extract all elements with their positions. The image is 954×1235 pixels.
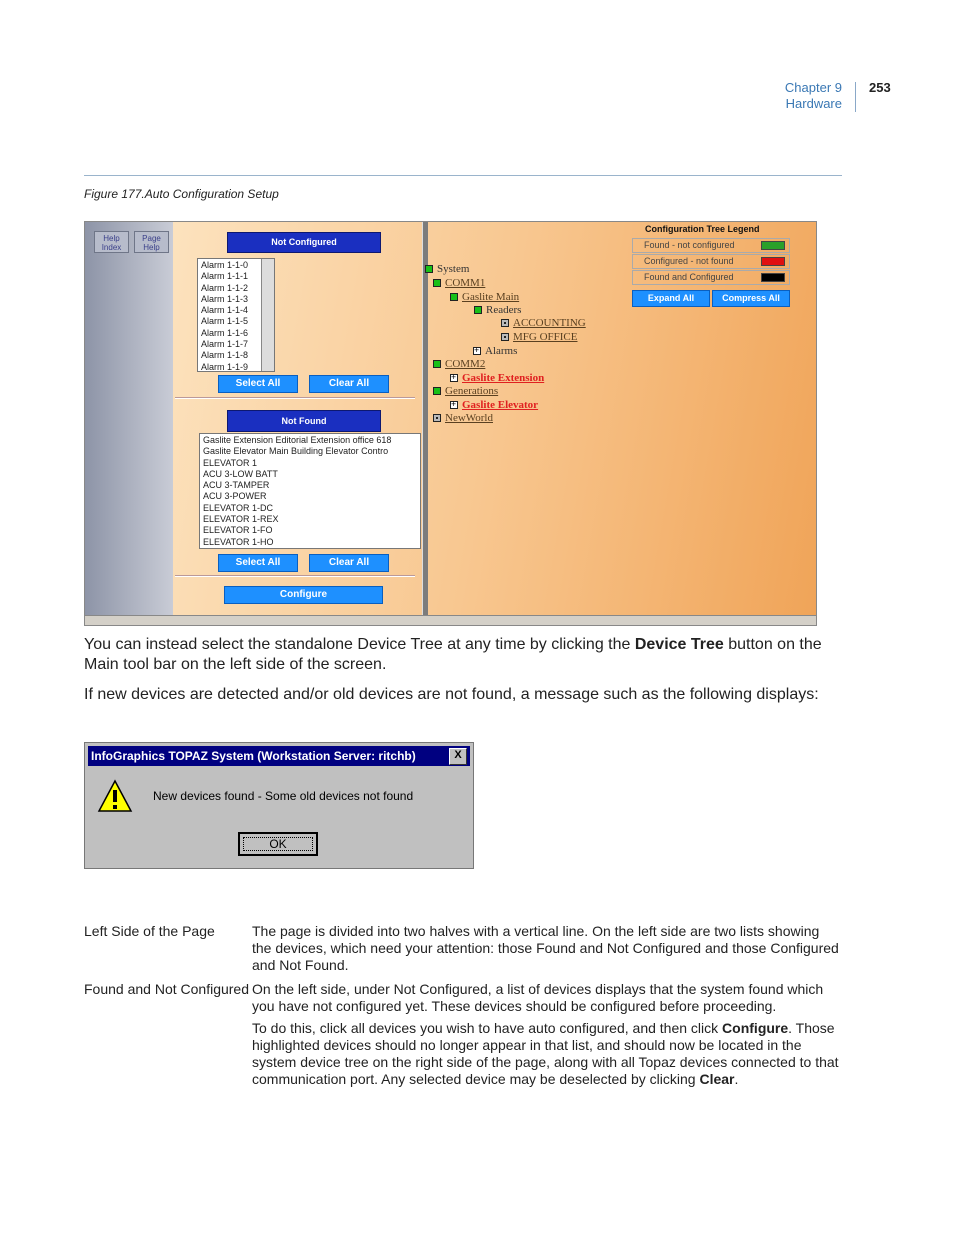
status-square-icon: [433, 387, 441, 395]
header-divider: [855, 82, 856, 112]
auto-configuration-screenshot: [84, 221, 817, 626]
compress-all-button[interactable]: Compress All: [712, 290, 790, 307]
figure-caption: Figure 177.Auto Configuration Setup: [84, 187, 279, 201]
list-item[interactable]: Alarm 1-1-4: [201, 305, 249, 316]
tree-node-accounting[interactable]: ACCOUNTING: [501, 317, 586, 329]
expand-plus-icon[interactable]: [473, 347, 481, 355]
list-item[interactable]: Alarm 1-1-3: [201, 293, 249, 304]
status-square-icon: [474, 306, 482, 314]
list-item[interactable]: Alarm 1-1-8: [201, 350, 249, 361]
legend-swatch-red: [761, 257, 785, 266]
warning-icon: [97, 779, 133, 813]
status-square-icon: [425, 265, 433, 273]
legend-label: Found and Configured: [644, 272, 734, 282]
section-divider: [175, 575, 415, 577]
section-divider: [175, 397, 415, 399]
device-tree-term: Device Tree: [634, 636, 724, 653]
list-item[interactable]: ELEVATOR 1: [203, 457, 258, 468]
def-left-side: The page is divided into two halves with a vertical line. On the left side are two lists showing the devices, which need your attention: those Found and Not Configured and those Configured and Not Found.: [252, 923, 839, 973]
dialog-message: New devices found - Some old devices not found: [153, 789, 414, 803]
term-left-side: Left Side of the Page: [84, 923, 215, 939]
list-item[interactable]: ELEVATOR 1-FO: [203, 525, 273, 536]
list-item[interactable]: Alarm 1-1-5: [201, 316, 249, 327]
select-all-button-2[interactable]: Select All: [218, 554, 298, 572]
term-found-not-configured: Found and Not Configured: [84, 981, 249, 997]
vertical-splitter[interactable]: [422, 222, 428, 615]
list-item[interactable]: ACU 3-TAMPER: [203, 480, 270, 491]
legend-swatch-green: [761, 241, 785, 250]
list-item[interactable]: Alarm 1-1-7: [201, 339, 249, 350]
legend-swatch-black: [761, 273, 785, 282]
legend-row: [632, 270, 790, 285]
list-item[interactable]: Alarm 1-1-1: [201, 271, 249, 282]
status-square-icon: [433, 360, 441, 368]
paragraph-device-tree: You can instead select the standalone Device Tree at any time by clicking the Device Tree button on the Main tool bar on the left side of the screen.: [84, 636, 822, 673]
ok-label: OK: [269, 837, 287, 851]
expand-plus-icon[interactable]: [450, 401, 458, 409]
page-number: 253: [869, 80, 891, 95]
status-square-icon: [433, 414, 441, 422]
dialog-title: InfoGraphics TOPAZ System (Workstation Server: ritchb): [91, 749, 416, 763]
tree-node-readers[interactable]: Readers: [474, 304, 521, 316]
chapter-label: Chapter 9: [784, 80, 842, 95]
list-item[interactable]: Alarm 1-1-2: [201, 282, 249, 293]
page-help-button[interactable]: Page Help: [134, 231, 169, 253]
tree-node-newworld[interactable]: NewWorld: [433, 412, 493, 424]
list-item[interactable]: Alarm 1-1-6: [201, 327, 249, 338]
status-square-icon: [501, 319, 509, 327]
list-item[interactable]: ACU 3-POWER: [203, 491, 267, 502]
tree-node-gaslite-extension[interactable]: +Gaslite Extension: [450, 372, 544, 384]
list-scrollbar[interactable]: [261, 259, 274, 371]
def-configure-instructions: To do this, click all devices you wish to have auto configured, and then click Configure. Those highlighted devices should no longer appear in that list, and should now be located in the system device tree on the right side of the page, along with all Topaz devices connected to that communication port. Any selected device may be deselected by clicking Clear.: [252, 1020, 839, 1087]
not-configured-header: Not Configured: [227, 232, 381, 253]
help-index-button[interactable]: Help Index: [94, 231, 129, 253]
tree-node-mfg-office[interactable]: MFG OFFICE: [501, 331, 578, 343]
close-icon[interactable]: X: [449, 748, 467, 765]
select-all-button[interactable]: Select All: [218, 375, 298, 393]
list-item[interactable]: Alarm 1-1-0: [201, 260, 249, 270]
paragraph-message: If new devices are detected and/or old devices are not found, a message such as the following displays:: [84, 686, 819, 703]
legend-title: Configuration Tree Legend: [645, 224, 760, 234]
not-configured-list[interactable]: [197, 258, 275, 372]
section-label: Hardware: [785, 96, 842, 111]
list-item[interactable]: Alarm 1-1-9: [201, 361, 249, 372]
legend-row: [632, 254, 790, 269]
legend-row: [632, 238, 790, 253]
tree-node-gaslite-main[interactable]: Gaslite Main: [450, 291, 519, 303]
tree-node-comm2[interactable]: COMM2: [433, 358, 485, 370]
list-item[interactable]: Gaslite Extension Editorial Extension office 618: [203, 435, 392, 445]
list-item[interactable]: Gaslite Elevator Main Building Elevator Contro: [203, 446, 389, 457]
list-item[interactable]: ACU 3-LOW BATT: [203, 468, 278, 479]
list-item[interactable]: ELEVATOR 1-REX: [203, 514, 279, 525]
left-toolbar: [85, 222, 173, 615]
not-found-header: Not Found: [227, 410, 381, 432]
status-square-icon: [501, 333, 509, 341]
tree-node-alarms[interactable]: +Alarms: [473, 345, 517, 357]
horizontal-scrollbar[interactable]: [85, 615, 817, 626]
clear-term: Clear: [699, 1071, 735, 1087]
clear-all-button-2[interactable]: Clear All: [309, 554, 389, 572]
clear-all-button[interactable]: Clear All: [309, 375, 389, 393]
configure-term: Configure: [722, 1020, 789, 1036]
tree-node-gaslite-elevator[interactable]: +Gaslite Elevator: [450, 399, 538, 411]
running-header: [785, 80, 842, 112]
expand-plus-icon[interactable]: [450, 374, 458, 382]
focus-rect: [243, 837, 313, 851]
header-rule: [84, 175, 842, 176]
legend-label: Found - not configured: [644, 240, 735, 250]
configure-button[interactable]: Configure: [224, 586, 383, 604]
status-square-icon: [450, 293, 458, 301]
expand-all-button[interactable]: Expand All: [632, 290, 710, 307]
tree-node-generations[interactable]: Generations: [433, 385, 498, 397]
list-item[interactable]: ELEVATOR 1-HO: [203, 536, 274, 547]
tree-node-system[interactable]: System: [425, 263, 469, 275]
dialog-title-bar: [88, 746, 470, 766]
legend-label: Configured - not found: [644, 256, 734, 266]
def-found-not-configured: On the left side, under Not Configured, a list of devices displays that the system found which you have not configured yet. These devices should be configured before proceeding.: [252, 981, 824, 1014]
message-dialog: [84, 742, 474, 869]
list-item[interactable]: ELEVATOR 1-DC: [203, 502, 274, 513]
tree-node-comm1[interactable]: COMM1: [433, 277, 485, 289]
not-found-list[interactable]: [199, 433, 421, 549]
ok-button[interactable]: [238, 832, 318, 856]
status-square-icon: [433, 279, 441, 287]
